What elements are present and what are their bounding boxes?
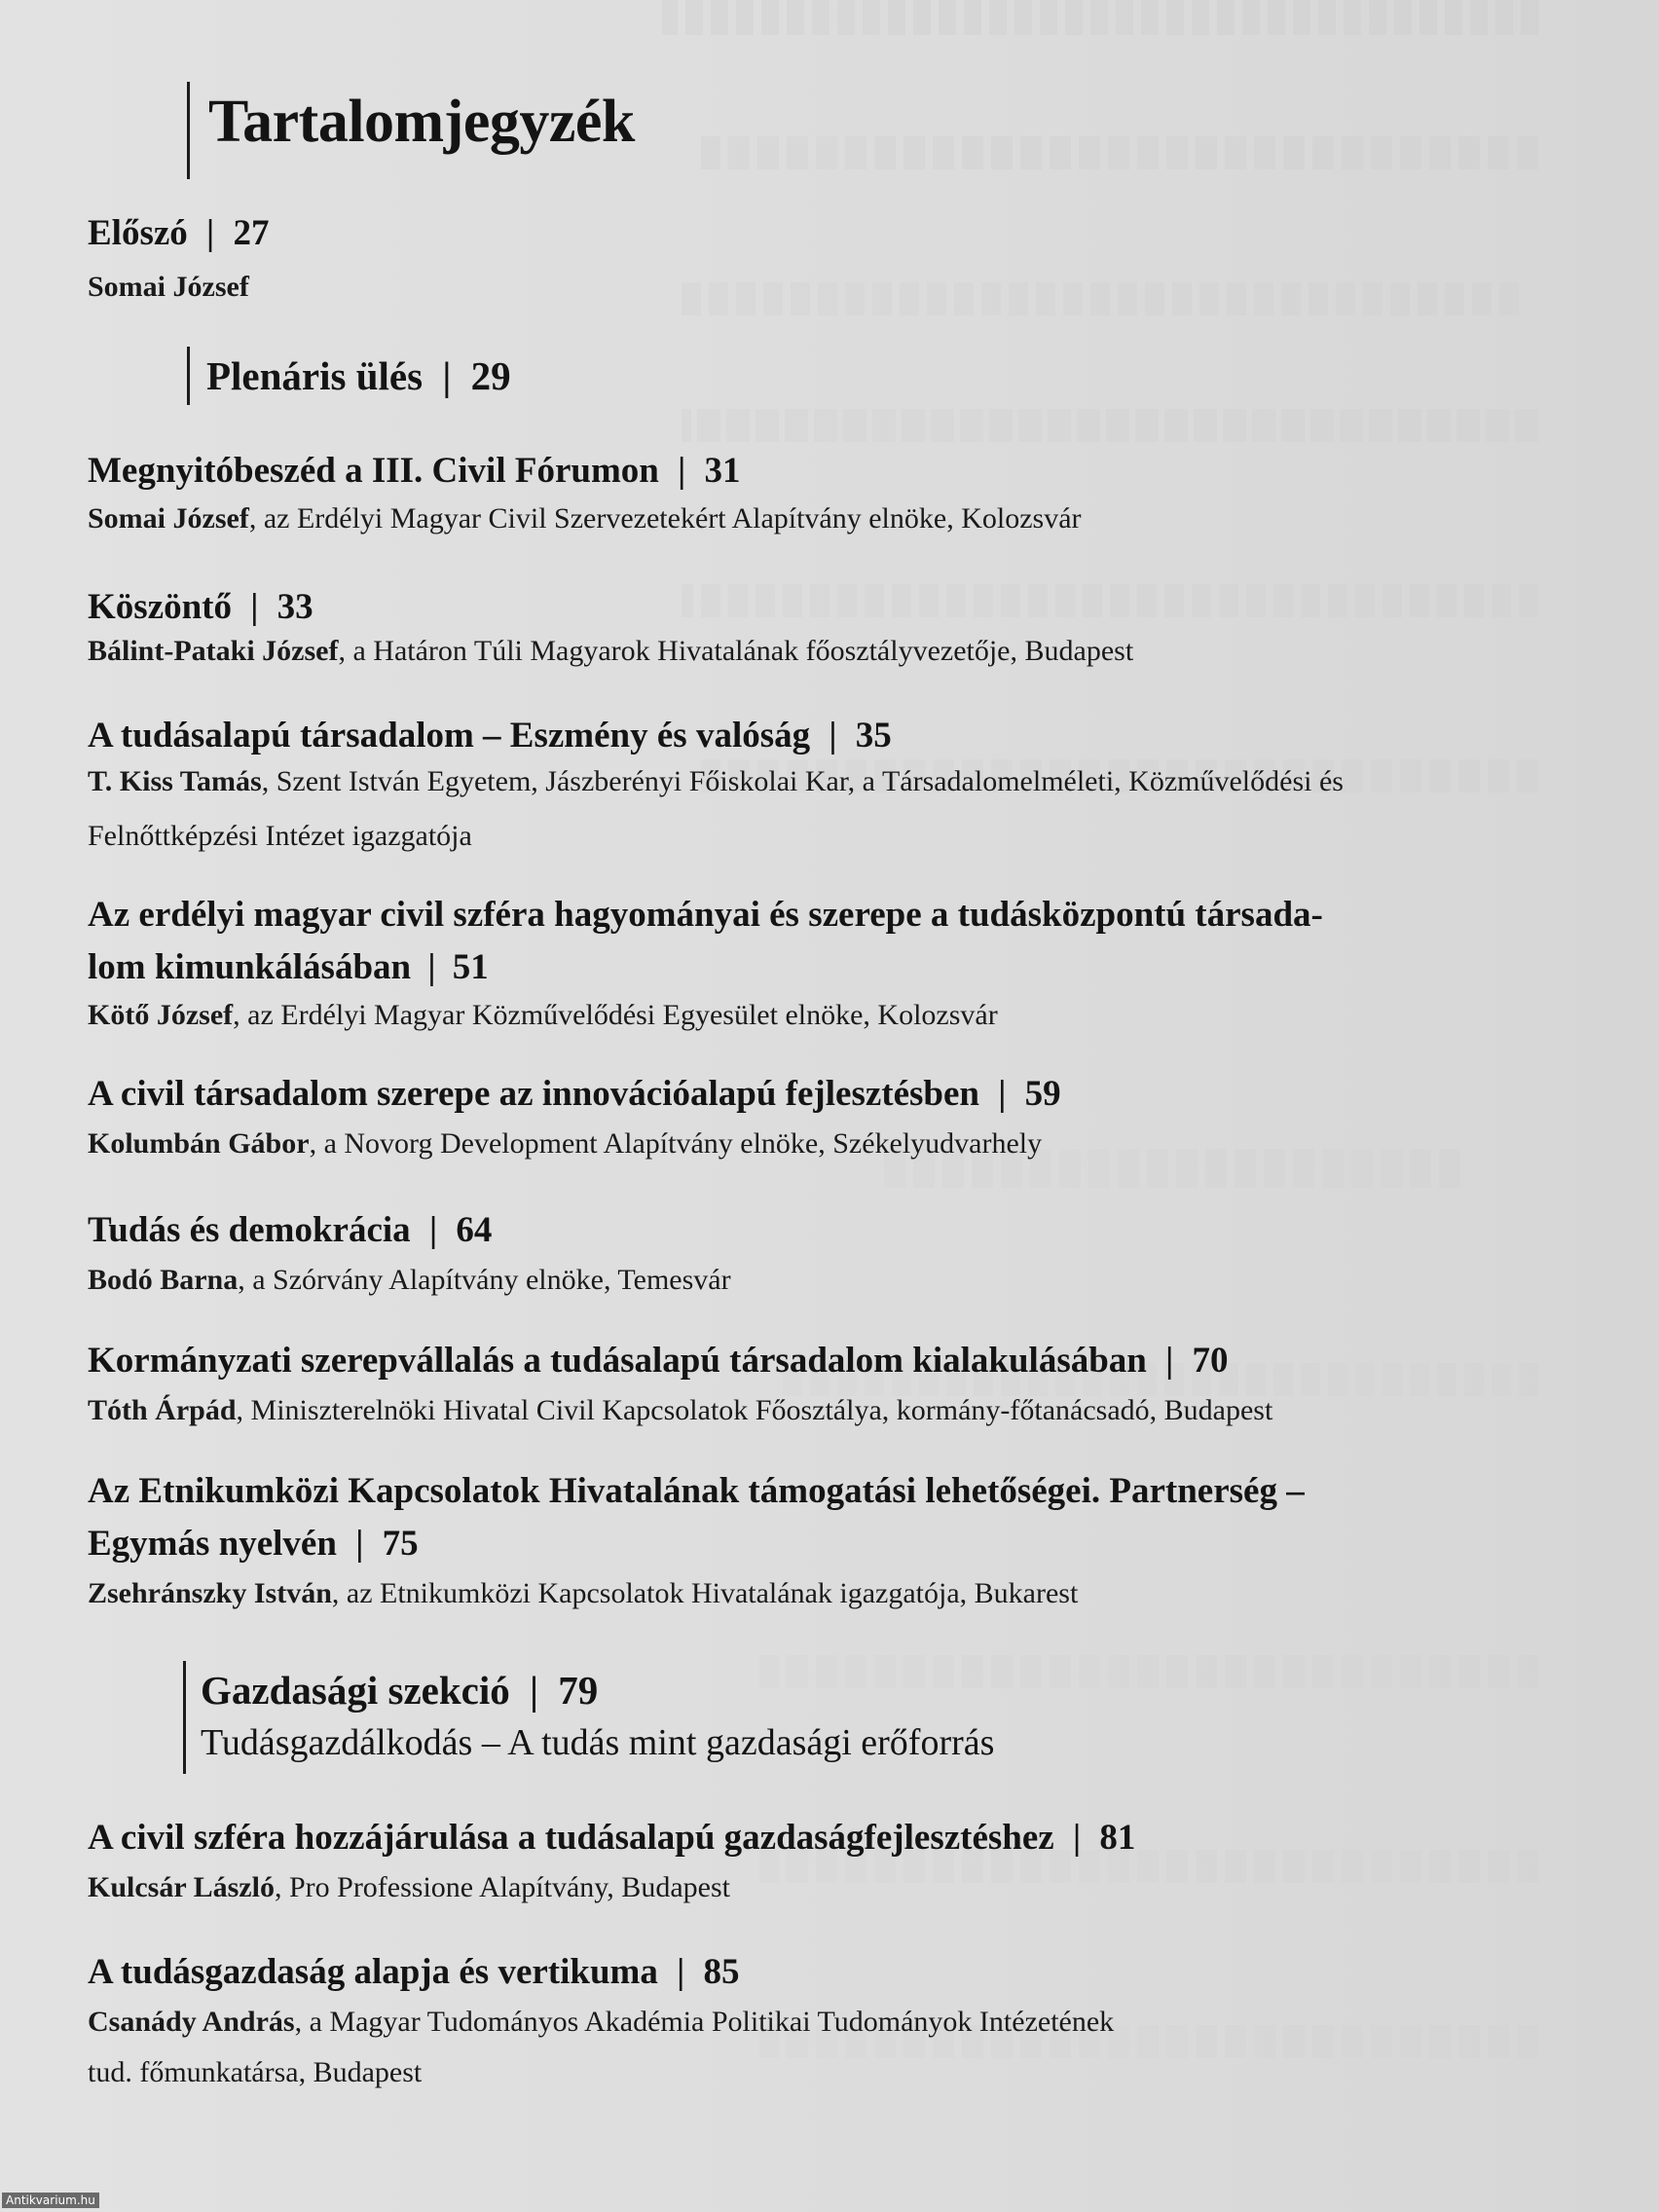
entry-author (88, 1577, 1078, 1610)
author-affiliation: , a Határon Túli Magyarok Hivatalának főosztályvezetője, Budapest (338, 635, 1134, 667)
separator: | (442, 353, 452, 398)
entry-title-text: A tudásalapú társadalom – Eszmény és valóság (88, 716, 811, 756)
section-page-number: 79 (558, 1668, 599, 1713)
author-name: Csanády András (88, 2006, 295, 2038)
heading-rule (187, 82, 190, 179)
entry-author (88, 635, 1133, 668)
separator: | (678, 451, 686, 491)
author-name: Somai József (88, 271, 249, 303)
entry-author (88, 502, 1082, 535)
entry-author (88, 1127, 1042, 1161)
section-rule (187, 347, 190, 405)
toc-entry-title[interactable]: Az Etnikumközi Kapcsolatok Hivatalának támogatási lehetőségei. Partnerség – (88, 1471, 1305, 1511)
entry-author (88, 765, 1344, 798)
author-name: Somai József (88, 502, 249, 535)
toc-entry-title[interactable] (88, 1340, 1229, 1382)
entry-page-number: 64 (456, 1210, 493, 1250)
toc-entry-title[interactable] (88, 586, 313, 628)
author-affiliation: , az Etnikumközi Kapcsolatok Hivatalának igazgatója, Bukarest (331, 1577, 1079, 1609)
separator: | (1165, 1341, 1174, 1381)
section-page-number: 29 (470, 353, 511, 398)
entry-page-number: 59 (1024, 1074, 1061, 1114)
author-name: Bodó Barna (88, 1264, 239, 1296)
section-rule (183, 1661, 186, 1774)
section-title: Plenáris ülés (206, 353, 424, 398)
toc-entry-title[interactable] (88, 1073, 1061, 1115)
entry-author (88, 1264, 731, 1297)
section-heading-plenary[interactable] (206, 352, 511, 399)
separator: | (998, 1074, 1007, 1114)
entry-page-number: 51 (452, 947, 489, 987)
entry-title-text: Köszöntő (88, 587, 232, 627)
section-title: Gazdasági szekció (201, 1668, 510, 1713)
entry-title-text: Kormányzati szerepvállalás a tudásalapú társadalom kialakulásában (88, 1341, 1147, 1381)
watermark: Antikvarium.hu (2, 2193, 99, 2208)
author-affiliation: , az Erdélyi Magyar Közművelődési Egyesület elnöke, Kolozsvár (233, 999, 998, 1031)
toc-entry-title[interactable]: Az erdélyi magyar civil szféra hagyományai és szerepe a tudásközpontú társada- (88, 895, 1323, 935)
author-name: Tóth Árpád (88, 1394, 237, 1426)
toc-entry-title[interactable] (88, 212, 269, 254)
entry-title-text: A civil szféra hozzájárulása a tudásalapú gazdaságfejlesztéshez (88, 1818, 1054, 1858)
author-affiliation: , az Erdélyi Magyar Civil Szervezetekért Alapítvány elnöke, Kolozsvár (248, 502, 1082, 535)
separator: | (529, 1668, 539, 1713)
entry-page-number: 33 (276, 587, 313, 627)
author-name: Bálint-Pataki József (88, 635, 339, 667)
toc-entry-title[interactable] (88, 1951, 740, 1993)
author-affiliation: , Pro Professione Alapítvány, Budapest (274, 1871, 730, 1903)
author-affiliation: , a Novorg Development Alapítvány elnöke, Székelyudvarhely (309, 1127, 1043, 1160)
author-name: Kolumbán Gábor (88, 1127, 310, 1160)
entry-page-number: 81 (1099, 1818, 1136, 1858)
toc-entry-title[interactable] (88, 450, 741, 492)
section-heading-economy[interactable] (201, 1667, 598, 1714)
entry-page-number: 75 (382, 1524, 419, 1564)
author-name: Kötő József (88, 999, 234, 1031)
toc-entry-title[interactable] (88, 715, 892, 756)
toc-entry-title[interactable] (88, 1817, 1135, 1859)
entry-title-text: lom kimunkálásában (88, 947, 412, 987)
separator: | (829, 716, 837, 756)
separator: | (427, 947, 436, 987)
toc-entry-title-line2[interactable] (88, 1523, 419, 1565)
separator: | (355, 1524, 364, 1564)
entry-author (88, 999, 998, 1032)
entry-author (88, 271, 249, 304)
entry-author (88, 2006, 1114, 2039)
author-name: T. Kiss Tamás (88, 765, 262, 797)
page-title: Tartalomjegyzék (208, 89, 635, 155)
author-affiliation: , Miniszterelnöki Hivatal Civil Kapcsolatok Főosztálya, kormány-főtanácsadó, Budapest (236, 1394, 1273, 1426)
entry-page-number: 31 (704, 451, 741, 491)
entry-page-number: 70 (1192, 1341, 1229, 1381)
entry-author (88, 1394, 1272, 1427)
toc-entry-title-line2[interactable] (88, 946, 489, 988)
separator: | (206, 213, 215, 253)
entry-author (88, 1871, 730, 1904)
author-name: Zsehránszky István (88, 1577, 332, 1609)
separator: | (677, 1952, 685, 1992)
author-affiliation: , a Magyar Tudományos Akadémia Politikai Tudományok Intézetének (294, 2006, 1115, 2038)
entry-page-number: 27 (233, 213, 270, 253)
entry-affiliation-line2: Felnőttképzési Intézet igazgatója (88, 820, 472, 852)
separator: | (250, 587, 259, 627)
toc-entry-title[interactable] (88, 1209, 492, 1251)
entry-title-text: Előszó (88, 213, 188, 253)
entry-affiliation-line2: tud. főmunkatársa, Budapest (88, 2056, 423, 2088)
separator: | (1072, 1818, 1082, 1858)
author-name: Kulcsár László (88, 1871, 275, 1903)
entry-page-number: 85 (703, 1952, 740, 1992)
entry-title-text: Megnyitóbeszéd a III. Civil Fórumon (88, 451, 659, 491)
separator: | (428, 1210, 438, 1250)
entry-title-text: A tudásgazdaság alapja és vertikuma (88, 1952, 658, 1992)
author-affiliation: , a Szórvány Alapítvány elnöke, Temesvár (238, 1264, 731, 1296)
author-affiliation: , Szent István Egyetem, Jászberényi Főiskolai Kar, a Társadalomelméleti, Közművelődési és (261, 765, 1344, 797)
entry-title-text: Egymás nyelvén (88, 1524, 337, 1564)
entry-page-number: 35 (855, 716, 892, 756)
entry-title-text: A civil társadalom szerepe az innovációalapú fejlesztésben (88, 1074, 979, 1114)
section-subtitle: Tudásgazdálkodás – A tudás mint gazdasági erőforrás (201, 1722, 995, 1763)
entry-title-text: Tudás és demokrácia (88, 1210, 411, 1250)
